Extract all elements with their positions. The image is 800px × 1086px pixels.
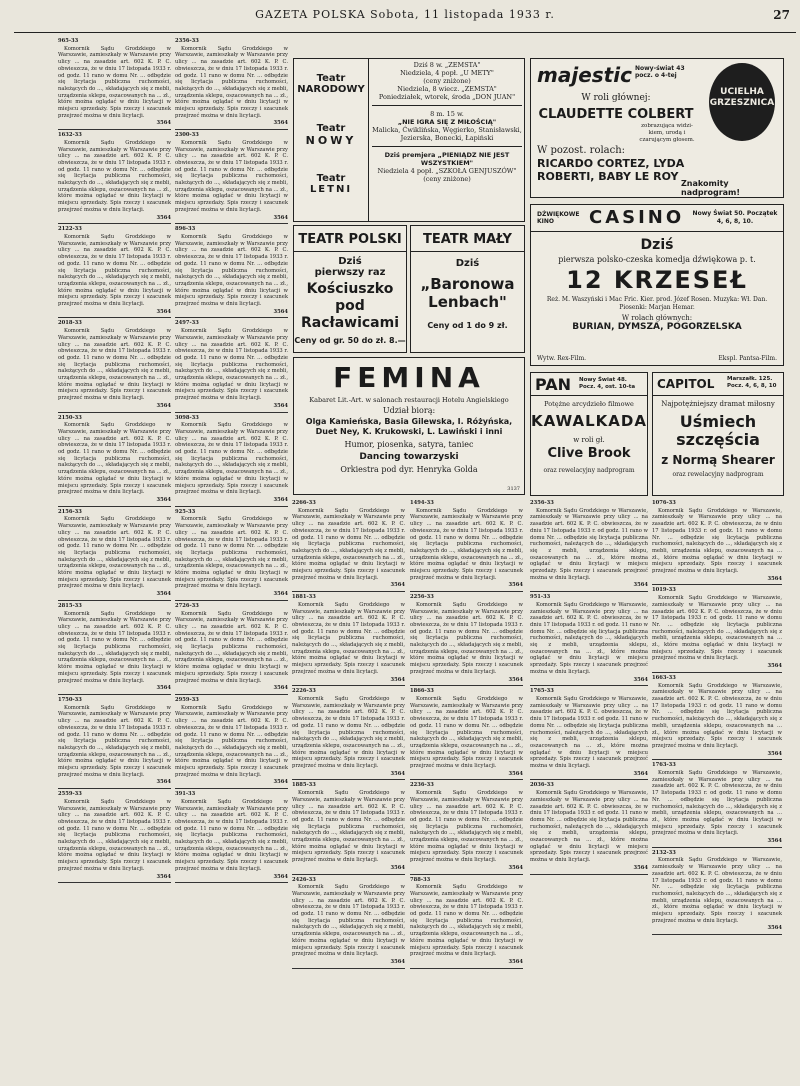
notice-reference: 3564 [156, 402, 171, 409]
notice-number: 1765-33 [530, 688, 554, 695]
majestic-description: zobrazująca widzi-kiem, urodą i czarującym głosem. [639, 123, 695, 143]
narodowy-line-4: Niedziela, 8 wiecz. „ZEMSTA" [397, 85, 497, 93]
letni-line-2: Niedziela 4 popł. „SZKOŁA GENJUSZÓW" (ceny zniżone) [377, 167, 517, 183]
notice-divider [410, 591, 523, 592]
notice-number: 1076-33 [652, 500, 676, 506]
notice-number: 2300-33 [175, 132, 199, 139]
nowy-line-1: 8 m. 15 w. [430, 110, 464, 118]
notice-body: Komornik Sądu Grodzkiego w Warszawie, zamieszkały w Warszawie przy ulicy ... na zasadzie art. 602 K. P. C. obwieszcza, że w dniu 17 listopada 1933 r. od godz. 11 rano w domu Nr. ... odbędzie się licytacja publiczna ruchomości, należących do ..., składających się z mebli, urządzenia sklepu, oszacowanych na ... zł., które można oglądać w dniu licytacji w miejscu sprzedaży. Spis rzeczy i szacunek przejrzeć można w dniu licytacji. [652, 507, 782, 575]
casino-kind: DŹWIĘKOWE KINO [537, 211, 580, 225]
notice-number: 1632-33 [58, 132, 82, 139]
narodowy-line-3: (ceny zniżone) [423, 77, 471, 85]
notice-number: 951-33 [530, 594, 551, 601]
notice-reference: 3564 [156, 591, 171, 598]
notice-reference: 3564 [273, 685, 288, 692]
casino-line-2: pierwsza polsko-czeska komedja dźwiękowa p. t. [558, 255, 756, 264]
notice-reference: 3564 [390, 582, 405, 589]
notice-reference: 3564 [767, 750, 782, 757]
notice-reference: 3564 [273, 873, 288, 880]
teatr-maly-prices: Ceny od 1 do 9 zł. [427, 321, 508, 330]
notice-reference: 3564 [767, 575, 782, 582]
ad-casino [530, 204, 784, 366]
notice-body: Komornik Sądu Grodzkiego w Warszawie, zamieszkały w Warszawie przy ulicy ... na zasadzie art. 602 K. P. C. obwieszcza, że w dniu 17 listopada 1933 r. od godz. 11 rano w domu Nr. ... odbędzie się licytacja publiczna ruchomości, należących do ..., składających się z mebli, urządzenia sklepu, oszacowanych na ... zł., które można oglądać w dniu licytacji w miejscu sprzedaży. Spis rzeczy i szacunek przejrzeć można w dniu licytacji. [652, 595, 782, 662]
notice-body: Komornik Sądu Grodzkiego w Warszawie, zamieszkały w Warszawie przy ulicy ... na zasadzie art. 602 K. P. C. obwieszcza, że w dniu 17 listopada 1933 r. od godz. 11 rano w domu Nr. ... odbędzie się licytacja publiczna ruchomości, należących do ..., składających się z mebli, urządzenia sklepu, oszacowanych na ... zł., które można oglądać w dniu licytacji w miejscu sprzedaży. Spis rzeczy i szacunek przejrzeć można w dniu licytacji. [530, 601, 648, 675]
notice-divider [175, 882, 288, 883]
notices-column-5 [530, 500, 648, 1078]
teatr-polski-line-2: pierwszy raz [314, 267, 386, 278]
notice-number: 2266-33 [292, 500, 316, 506]
notice-divider [292, 968, 405, 969]
notice-number: 788-33 [410, 876, 431, 883]
notice-reference: 3564 [633, 770, 648, 777]
majestic-tagline: Znakomity nadprogram! [681, 179, 741, 197]
casino-credits: Reż. M. Waszyński i Mac Fric. Kier. prod. Józef Rosen. Muzyka: Wł. Dan. Piosenki: Marjan Hemar. [546, 296, 768, 311]
notice-divider [175, 317, 288, 318]
teatr-polski-prices: Ceny od gr. 50 do zł. 8.— [294, 336, 406, 345]
notice-divider [175, 412, 288, 413]
notice-body: Komornik Sądu Grodzkiego w Warszawie, zamieszkały w Warszawie przy ulicy ... na zasadzie art. 602 K. P. C. obwieszcza, że w dniu 17 listopada 1933 r. od godz. 11 rano w domu Nr. ... odbędzie się licytacja publiczna ruchomości, należących do ..., składających się z mebli, urządzenia sklepu, oszacowanych na ... zł., które można oglądać w dniu licytacji w miejscu sprzedaży. Spis rzeczy i szacunek przejrzeć można w dniu licytacji. [175, 516, 288, 590]
notice-divider [652, 847, 782, 848]
notice-reference: 3564 [273, 497, 288, 503]
casino-lead-label: W rolach głównych: [621, 314, 693, 322]
notice-body: Komornik Sądu Grodzkiego w Warszawie, zamieszkały w Warszawie przy ulicy ... na zasadzie art. 602 K. P. C. obwieszcza, że w dniu 17 listopada 1933 r. od godz. 11 rano w domu Nr. ... odbędzie się licytacja publiczna ruchomości, należących do ..., składających się z mebli, urządzenia sklepu, oszacowanych na ... zł., które można oglądać w dniu licytacji w miejscu sprzedaży. Spis rzeczy i szacunek przejrzeć można w dniu licytacji. [175, 610, 288, 684]
teatr-polski-name: TEATR POLSKI [294, 232, 406, 252]
notice-divider [58, 412, 171, 413]
notice-number: 1750-33 [58, 696, 82, 703]
notice-body: Komornik Sądu Grodzkiego w Warszawie, zamieszkały w Warszawie przy ulicy ... na zasadzie art. 602 K. P. C. obwieszcza, że w dniu 17 listopada 1933 r. od godz. 11 rano w domu Nr. ... odbędzie się licytacja publiczna ruchomości, należących do ..., składających się z mebli, urządzenia sklepu, oszacowanych na ... zł., które można oglądać w dniu licytacji w miejscu sprzedaży. Spis rzeczy i szacunek przejrzeć można w dniu licytacji. [410, 695, 523, 770]
nowy-line-3: Malicka, Ćwiklińska, Węgierko, Stanisławski, Jezierska, Bonecki, Łapiński [372, 126, 522, 142]
notice-body: Komornik Sądu Grodzkiego w Warszawie, zamieszkały w Warszawie przy ulicy ... na zasadzie art. 602 K. P. C. obwieszcza, że w dniu 17 listopada 1933 r. od godz. 11 rano w domu Nr. ... odbędzie się licytacja publiczna ruchomości, należących do ..., składających się z mebli, urządzenia sklepu, oszacowanych na ... zł., które można oglądać w dniu licytacji w miejscu sprzedaży. Spis rzeczy i szacunek przejrzeć można w dniu licytacji. [175, 328, 288, 402]
femina-line-5: Dancing towarzyski [359, 452, 459, 462]
letni-label: LETNI [309, 184, 353, 195]
teatr-maly-play: „Baronowa Lenbach" [420, 275, 515, 311]
capitol-star: z Normą Shearer [661, 453, 775, 467]
pan-film: KAWALKADA [531, 412, 647, 430]
casino-distributor: Wytw. Rex-Film. [537, 355, 587, 362]
notice-reference: 3564 [390, 676, 405, 683]
notice-number: 2356-33 [530, 500, 554, 506]
notice-number: 1866-33 [410, 688, 434, 695]
notice-body: Komornik Sądu Grodzkiego w Warszawie, zamieszkały w Warszawie przy ulicy ... na zasadzie art. 602 K. P. C. obwieszcza, że w dniu 17 listopada 1933 r. od godz. 11 rano w domu Nr. ... odbędzie się licytacja publiczna ruchomości, należących do ..., składających się z mebli, urządzenia sklepu, oszacowanych na ... zł., które można oglądać w dniu licytacji w miejscu sprzedaży. Spis rzeczy i szacunek przejrzeć można w dniu licytacji. [58, 516, 171, 590]
majestic-address: Nowy-świat 43 pocz. o 4-tej [635, 65, 685, 79]
femina-line-6: Orkiestra pod dyr. Henryka Golda [340, 465, 478, 474]
notice-number: 391-33 [175, 791, 196, 798]
notice-body: Komornik Sądu Grodzkiego w Warszawie, zamieszkały w Warszawie przy ulicy ... na zasadzie art. 602 K. P. C. obwieszcza, że w dniu 17 listopada 1933 r. od godz. 11 rano w domu Nr. ... odbędzie się licytacja publiczna ruchomości, należących do ..., składających się z mebli, urządzenia sklepu, oszacowanych na ... zł., które można oglądać w dniu licytacji w miejscu sprzedaży. Spis rzeczy i szacunek przejrzeć można w dniu licytacji. [292, 790, 405, 864]
notice-reference: 3564 [273, 591, 288, 598]
notice-number: 965-33 [58, 38, 79, 44]
ad-femina [293, 357, 525, 495]
ad-teatr-narodowy [293, 58, 525, 222]
notice-reference: 3564 [273, 402, 288, 409]
notice-number: 2150-33 [58, 414, 82, 421]
narodowy-line-2: Niedziela, 4 popł. „U METY" [400, 69, 494, 77]
femina-line-1: Kabaret Lit.-Art. w salonach restauracji Hotelu Angielskiego [309, 396, 509, 404]
notice-reference: 3564 [273, 779, 288, 786]
notice-number: 896-33 [175, 226, 196, 233]
notice-reference: 3564 [156, 685, 171, 692]
femina-ref: 3137 [507, 486, 520, 492]
notice-number: 2815-33 [58, 602, 82, 609]
notice-number: 2132-33 [652, 849, 676, 856]
notice-body: Komornik Sądu Grodzkiego w Warszawie, zamieszkały w Warszawie przy ulicy ... na zasadzie art. 602 K. P. C. obwieszcza, że w dniu 17 listopada 1933 r. od godz. 11 rano w domu Nr. ... odbędzie się licytacja publiczna ruchomości, należących do ..., składających się z mebli, urządzenia sklepu, oszacowanych na ... zł., które można oglądać w dniu licytacji w miejscu sprzedaży. Spis rzeczy i szacunek przejrzeć można w dniu licytacji. [58, 422, 171, 496]
majestic-cast: RICARDO CORTEZ, LYDA ROBERTI, BABY LE ROY [537, 157, 685, 183]
notice-reference: 3564 [390, 959, 405, 965]
ad-capitol [652, 372, 784, 496]
notice-divider [292, 591, 405, 592]
notice-divider [175, 694, 288, 695]
teatr-label-1: Teatr [316, 73, 346, 84]
narodowy-line-1: Dziś 8 w. „ZEMSTA" [413, 61, 481, 69]
notice-divider [530, 591, 648, 592]
pan-extra: oraz rewelacyjny nadprogram [543, 467, 635, 474]
notice-reference: 3564 [156, 873, 171, 880]
notice-reference: 3564 [390, 770, 405, 777]
notice-body: Komornik Sądu Grodzkiego w Warszawie, zamieszkały w Warszawie przy ulicy ... na zasadzie art. 602 K. P. C. obwieszcza, że w dniu 17 listopada 1933 r. od godz. 11 rano w domu Nr. ... odbędzie się licytacja publiczna ruchomości, należących do ..., składających się z mebli, urządzenia sklepu, oszacowanych na ... zł., które można oglądać w dniu licytacji w miejscu sprzedaży. Spis rzeczy i szacunek przejrzeć można w dniu licytacji. [410, 884, 523, 958]
teatr-label-3: Teatr [316, 173, 346, 184]
narodowy-label: NARODOWY [297, 84, 365, 95]
notice-divider [530, 685, 648, 686]
femina-name: FEMINA [333, 361, 485, 394]
ad-teatr-polski [293, 225, 407, 353]
femina-line-2: Udział biorą: [382, 406, 436, 415]
letni-line-1: Dziś premjera „PIENIĄDZ NIE JEST WSZYSTKIEM" [384, 151, 510, 167]
notice-body: Komornik Sądu Grodzkiego w Warszawie, zamieszkały w Warszawie przy ulicy ... na zasadzie art. 602 K. P. C. obwieszcza, że w dniu 17 listopada 1933 r. od godz. 11 rano w domu Nr. ... odbędzie się licytacja publiczna ruchomości, należących do ..., składających się z mebli, urządzenia sklepu, oszacowanych na ... zł., które można oglądać w dniu licytacji w miejscu sprzedaży. Spis rzeczy i szacunek przejrzeć można w dniu licytacji. [292, 601, 405, 675]
notice-body: Komornik Sądu Grodzkiego w Warszawie, zamieszkały w Warszawie przy ulicy ... na zasadzie art. 602 K. P. C. obwieszcza, że w dniu 17 listopada 1933 r. od godz. 11 rano w domu Nr. ... odbędzie się licytacja publiczna ruchomości, należących do ..., składających się z mebli, urządzenia sklepu, oszacowanych na ... zł., które można oglądać w dniu licytacji w miejscu sprzedaży. Spis rzeczy i szacunek przejrzeć można w dniu licytacji. [175, 45, 288, 119]
majestic-name: majestic [537, 63, 632, 87]
ad-majestic [530, 58, 784, 198]
notice-number: 2497-33 [175, 320, 199, 327]
notice-body: Komornik Sądu Grodzkiego w Warszawie, zamieszkały w Warszawie przy ulicy ... na zasadzie art. 602 K. P. C. obwieszcza, że w dniu 17 listopada 1933 r. od godz. 11 rano w domu Nr. ... odbędzie się licytacja publiczna ruchomości, należących do ..., składających się z mebli, urządzenia sklepu, oszacowanych na ... zł., które można oglądać w dniu licytacji w miejscu sprzedaży. Spis rzeczy i szacunek przejrzeć można w dniu licytacji. [292, 695, 405, 770]
notice-divider [58, 600, 171, 601]
notice-body: Komornik Sądu Grodzkiego w Warszawie, zamieszkały w Warszawie przy ulicy ... na zasadzie art. 602 K. P. C. obwieszcza, że w dniu 17 listopada 1933 r. od godz. 11 rano w domu Nr. ... odbędzie się licytacja publiczna ruchomości, należących do ..., składających się z mebli, urządzenia sklepu, oszacowanych na ... zł., które można oglądać w dniu licytacji w miejscu sprzedaży. Spis rzeczy i szacunek przejrzeć można w dniu licytacji. [652, 770, 782, 837]
notice-body: Komornik Sądu Grodzkiego w Warszawie, zamieszkały w Warszawie przy ulicy ... na zasadzie art. 602 K. P. C. obwieszcza, że w dniu 17 listopada 1933 r. od godz. 11 rano w domu Nr. ... odbędzie się licytacja publiczna ruchomości, należących do ..., składających się z mebli, urządzenia sklepu, oszacowanych na ... zł., które można oglądać w dniu licytacji w miejscu sprzedaży. Spis rzeczy i szacunek przejrzeć można w dniu licytacji. [292, 884, 405, 958]
notices-column-1 [58, 38, 171, 1078]
notice-number: 925-33 [175, 508, 196, 515]
capitol-name: CAPITOL [657, 377, 715, 391]
notice-body: Komornik Sądu Grodzkiego w Warszawie, zamieszkały w Warszawie przy ulicy ... na zasadzie art. 602 K. P. C. obwieszcza, że w dniu 17 listopada 1933 r. od godz. 11 rano w domu Nr. ... odbędzie się licytacja publiczna ruchomości, należących do ..., składających się z mebli, urządzenia sklepu, oszacowanych na ... zł., które można oglądać w dniu licytacji w miejscu sprzedaży. Spis rzeczy i szacunek przejrzeć można w dniu licytacji. [175, 233, 288, 308]
notice-reference: 3564 [767, 925, 782, 932]
notice-body: Komornik Sądu Grodzkiego w Warszawie, zamieszkały w Warszawie przy ulicy ... na zasadzie art. 602 K. P. C. obwieszcza, że w dniu 17 listopada 1933 r. od godz. 11 rano w domu Nr. ... odbędzie się licytacja publiczna ruchomości, należących do ..., składających się z mebli, urządzenia sklepu, oszacowanych na ... zł., które można oglądać w dniu licytacji w miejscu sprzedaży. Spis rzeczy i szacunek przejrzeć można w dniu licytacji. [530, 507, 648, 581]
nowy-line-2: „NIE IGRA SIĘ Z MIŁOŚCIĄ" [397, 118, 497, 126]
teatr-polski-line-1: Dziś [338, 256, 362, 267]
femina-line-3: Olga Kamieńska, Basia Gilewska, I. Różyńska, Duet Ney, K. Krukowski, L. Lawiński i inni [305, 417, 513, 436]
notice-body: Komornik Sądu Grodzkiego w Warszawie, zamieszkały w Warszawie przy ulicy ... na zasadzie art. 602 K. P. C. obwieszcza, że w dniu 17 listopada 1933 r. od godz. 11 rano w domu Nr. ... odbędzie się licytacja publiczna ruchomości, należących do ..., składających się z mebli, urządzenia sklepu, oszacowanych na ... zł., które można oglądać w dniu licytacji w miejscu sprzedaży. Spis rzeczy i szacunek przejrzeć można w dniu licytacji. [175, 139, 288, 213]
notice-divider [410, 968, 523, 969]
notice-body: Komornik Sądu Grodzkiego w Warszawie, zamieszkały w Warszawie przy ulicy ... na zasadzie art. 602 K. P. C. obwieszcza, że w dniu 17 listopada 1933 r. od godz. 11 rano w domu Nr. ... odbędzie się licytacja publiczna ruchomości, należących do ..., składających się z mebli, urządzenia sklepu, oszacowanych na ... zł., które można oglądać w dniu licytacji w miejscu sprzedaży. Spis rzeczy i szacunek przejrzeć można w dniu licytacji. [58, 798, 171, 872]
notice-reference: 3564 [156, 214, 171, 221]
notice-number: 2226-33 [292, 688, 316, 695]
notice-body: Komornik Sądu Grodzkiego w Warszawie, zamieszkały w Warszawie przy ulicy ... na zasadzie art. 602 K. P. C. obwieszcza, że w dniu 17 listopada 1933 r. od godz. 11 rano w domu Nr. ... odbędzie się licytacja publiczna ruchomości, należących do ..., składających się z mebli, urządzenia sklepu, oszacowanych na ... zł., które można oglądać w dniu licytacji w miejscu sprzedaży. Spis rzeczy i szacunek przejrzeć można w dniu licytacji. [58, 233, 171, 308]
nowy-label: NOWY [305, 134, 357, 147]
notice-body: Komornik Sądu Grodzkiego w Warszawie, zamieszkały w Warszawie przy ulicy ... na zasadzie art. 602 K. P. C. obwieszcza, że w dniu 17 listopada 1933 r. od godz. 11 rano w domu Nr. ... odbędzie się licytacja publiczna ruchomości, należących do ..., składających się z mebli, urządzenia sklepu, oszacowanych na ... zł., które można oglądać w dniu licytacji w miejscu sprzedaży. Spis rzeczy i szacunek przejrzeć można w dniu licytacji. [175, 798, 288, 872]
pan-name: PAN [535, 375, 572, 394]
notice-number: 2726-33 [175, 602, 199, 609]
notices-column-6 [652, 500, 782, 1078]
page-number: 27 [773, 8, 790, 22]
notice-body: Komornik Sądu Grodzkiego w Warszawie, zamieszkały w Warszawie przy ulicy ... na zasadzie art. 602 K. P. C. obwieszcza, że w dniu 17 listopada 1933 r. od godz. 11 rano w domu Nr. ... odbędzie się licytacja publiczna ruchomości, należących do ..., składających się z mebli, urządzenia sklepu, oszacowanych na ... zł., które można oglądać w dniu licytacji w miejscu sprzedaży. Spis rzeczy i szacunek przejrzeć można w dniu licytacji. [292, 507, 405, 581]
notice-divider [58, 129, 171, 130]
notice-body: Komornik Sądu Grodzkiego w Warszawie, zamieszkały w Warszawie przy ulicy ... na zasadzie art. 602 K. P. C. obwieszcza, że w dniu 17 listopada 1933 r. od godz. 11 rano w domu Nr. ... odbędzie się licytacja publiczna ruchomości, należących do ..., składających się z mebli, urządzenia sklepu, oszacowanych na ... zł., które można oglądać w dniu licytacji w miejscu sprzedaży. Spis rzeczy i szacunek przejrzeć można w dniu licytacji. [58, 139, 171, 213]
capitol-address: Marszałk. 125. Pocz. 4, 6, 8, 10 [727, 376, 777, 389]
notice-reference: 3564 [767, 838, 782, 845]
notice-number: 2356-33 [175, 38, 199, 44]
notice-divider [58, 223, 171, 224]
notice-divider [530, 874, 648, 875]
notice-divider [410, 874, 523, 875]
notice-number: 1763-33 [652, 762, 676, 769]
notice-divider [175, 600, 288, 601]
majestic-also-label: W pozost. rolach: [537, 145, 626, 156]
notice-reference: 3564 [508, 959, 523, 965]
notice-divider [652, 934, 782, 935]
casino-exploitation: Ekspl. Pantsa-Film. [718, 355, 777, 362]
notice-body: Komornik Sądu Grodzkiego w Warszawie, zamieszkały w Warszawie przy ulicy ... na zasadzie art. 602 K. P. C. obwieszcza, że w dniu 17 listopada 1933 r. od godz. 11 rano w domu Nr. ... odbędzie się licytacja publiczna ruchomości, należących do ..., składających się z mebli, urządzenia sklepu, oszacowanych na ... zł., które można oglądać w dniu licytacji w miejscu sprzedaży. Spis rzeczy i szacunek przejrzeć można w dniu licytacji. [410, 507, 523, 581]
casino-line-1: Dziś [640, 237, 674, 253]
pan-role-label: w roli gł. [573, 436, 605, 444]
notice-number: 2156-33 [58, 508, 82, 515]
teatr-polski-play: Kościuszko pod Racławicami [300, 281, 400, 331]
teatr-label-2: Teatr [316, 123, 346, 134]
notice-reference: 3564 [767, 663, 782, 670]
notice-number: 2036-33 [530, 782, 554, 789]
notices-column-4 [410, 500, 523, 1078]
pan-address: Nowy Świat 48. Pocz. 4, ost. 10-ta [579, 377, 636, 390]
notice-divider [652, 672, 782, 673]
notice-divider [652, 584, 782, 585]
notice-divider [652, 759, 782, 760]
capitol-film: Uśmiech szczęścia [676, 412, 760, 449]
notice-number: 1885-33 [292, 782, 316, 789]
notice-divider [175, 223, 288, 224]
notice-number: 2959-33 [175, 696, 199, 703]
notice-reference: 3564 [633, 582, 648, 589]
notice-number: 1494-33 [410, 500, 434, 506]
notice-body: Komornik Sądu Grodzkiego w Warszawie, zamieszkały w Warszawie przy ulicy ... na zasadzie art. 602 K. P. C. obwieszcza, że w dniu 17 listopada 1933 r. od godz. 11 rano w domu Nr. ... odbędzie się licytacja publiczna ruchomości, należących do ..., składających się z mebli, urządzenia sklepu, oszacowanych na ... zł., które można oglądać w dniu licytacji w miejscu sprzedaży. Spis rzeczy i szacunek przejrzeć można w dniu licytacji. [530, 790, 648, 864]
notice-reference: 3564 [156, 120, 171, 127]
notice-number: 2426-33 [292, 876, 316, 883]
narodowy-line-5: Poniedziałek, wtorek, środa „DON JUAN" [378, 93, 516, 101]
notice-number: 1019-33 [652, 587, 676, 594]
femina-line-4: Humor, piosenka, satyra, taniec [344, 440, 474, 449]
notice-divider [58, 506, 171, 507]
notice-reference: 3564 [273, 308, 288, 315]
casino-film: 12 KRZESEŁ [566, 266, 748, 294]
notice-reference: 3564 [633, 864, 648, 871]
notice-number: 2256-33 [410, 594, 434, 601]
majestic-film-title: UCIELHA GRZESZNICA [709, 63, 775, 141]
notice-number: 1881-33 [292, 594, 316, 601]
notice-number: 2122-33 [58, 226, 82, 233]
newspaper-title: GAZETA POLSKA Sobota, 11 listopada 1933 r. [255, 8, 555, 21]
ad-teatr-maly [410, 225, 525, 353]
notice-divider [410, 685, 523, 686]
notice-divider [58, 882, 171, 883]
notice-reference: 3564 [508, 770, 523, 777]
casino-name: CASINO [589, 207, 685, 228]
page-header [14, 0, 796, 33]
capitol-extra: oraz rewelacyjny nadprogram [672, 471, 764, 478]
notice-body: Komornik Sądu Grodzkiego w Warszawie, zamieszkały w Warszawie przy ulicy ... na zasadzie art. 602 K. P. C. obwieszcza, że w dniu 17 listopada 1933 r. od godz. 11 rano w domu Nr. ... odbędzie się licytacja publiczna ruchomości, należących do ..., składających się z mebli, urządzenia sklepu, oszacowanych na ... zł., które można oglądać w dniu licytacji w miejscu sprzedaży. Spis rzeczy i szacunek przejrzeć można w dniu licytacji. [175, 704, 288, 778]
notice-divider [175, 506, 288, 507]
notice-divider [58, 694, 171, 695]
capitol-tagline: Najpotężniejszy dramat miłosny [661, 400, 775, 408]
notice-reference: 3564 [390, 864, 405, 871]
notices-column-2 [175, 38, 288, 1078]
notice-body: Komornik Sądu Grodzkiego w Warszawie, zamieszkały w Warszawie przy ulicy ... na zasadzie art. 602 K. P. C. obwieszcza, że w dniu 17 listopada 1933 r. od godz. 11 rano w domu Nr. ... odbędzie się licytacja publiczna ruchomości, należących do ..., składających się z mebli, urządzenia sklepu, oszacowanych na ... zł., które można oglądać w dniu licytacji w miejscu sprzedaży. Spis rzeczy i szacunek przejrzeć można w dniu licytacji. [58, 45, 171, 119]
notice-body: Komornik Sądu Grodzkiego w Warszawie, zamieszkały w Warszawie przy ulicy ... na zasadzie art. 602 K. P. C. obwieszcza, że w dniu 17 listopada 1933 r. od godz. 11 rano w domu Nr. ... odbędzie się licytacja publiczna ruchomości, należących do ..., składających się z mebli, urządzenia sklepu, oszacowanych na ... zł., które można oglądać w dniu licytacji w miejscu sprzedaży. Spis rzeczy i szacunek przejrzeć można w dniu licytacji. [530, 695, 648, 770]
notice-divider [292, 685, 405, 686]
notice-divider [410, 779, 523, 780]
notice-divider [58, 317, 171, 318]
ad-pan [530, 372, 648, 496]
notice-reference: 3564 [508, 864, 523, 871]
notice-divider [58, 788, 171, 789]
majestic-star: CLAUDETTE COLBERT [538, 107, 694, 122]
teatr-maly-name: TEATR MAŁY [411, 232, 524, 252]
notice-divider [530, 779, 648, 780]
casino-address: Nowy Świat 50. Początek 4, 6, 8, 10. [692, 210, 778, 225]
notice-body: Komornik Sądu Grodzkiego w Warszawie, zamieszkały w Warszawie przy ulicy ... na zasadzie art. 602 K. P. C. obwieszcza, że w dniu 17 listopada 1933 r. od godz. 11 rano w domu Nr. ... odbędzie się licytacja publiczna ruchomości, należących do ..., składających się z mebli, urządzenia sklepu, oszacowanych na ... zł., które można oglądać w dniu licytacji w miejscu sprzedaży. Spis rzeczy i szacunek przejrzeć można w dniu licytacji. [58, 328, 171, 402]
notice-body: Komornik Sądu Grodzkiego w Warszawie, zamieszkały w Warszawie przy ulicy ... na zasadzie art. 602 K. P. C. obwieszcza, że w dniu 17 listopada 1933 r. od godz. 11 rano w domu Nr. ... odbędzie się licytacja publiczna ruchomości, należących do ..., składających się z mebli, urządzenia sklepu, oszacowanych na ... zł., które można oglądać w dniu licytacji w miejscu sprzedaży. Spis rzeczy i szacunek przejrzeć można w dniu licytacji. [410, 790, 523, 864]
notice-reference: 3564 [156, 497, 171, 503]
notice-body: Komornik Sądu Grodzkiego w Warszawie, zamieszkały w Warszawie przy ulicy ... na zasadzie art. 602 K. P. C. obwieszcza, że w dniu 17 listopada 1933 r. od godz. 11 rano w domu Nr. ... odbędzie się licytacja publiczna ruchomości, należących do ..., składających się z mebli, urządzenia sklepu, oszacowanych na ... zł., które można oglądać w dniu licytacji w miejscu sprzedaży. Spis rzeczy i szacunek przejrzeć można w dniu licytacji. [175, 422, 288, 496]
majestic-role-label: W roli głównej: [581, 93, 651, 103]
notice-body: Komornik Sądu Grodzkiego w Warszawie, zamieszkały w Warszawie przy ulicy ... na zasadzie art. 602 K. P. C. obwieszcza, że w dniu 17 listopada 1933 r. od godz. 11 rano w domu Nr. ... odbędzie się licytacja publiczna ruchomości, należących do ..., składających się z mebli, urządzenia sklepu, oszacowanych na ... zł., które można oglądać w dniu licytacji w miejscu sprzedaży. Spis rzeczy i szacunek przejrzeć można w dniu licytacji. [652, 857, 782, 924]
notice-body: Komornik Sądu Grodzkiego w Warszawie, zamieszkały w Warszawie przy ulicy ... na zasadzie art. 602 K. P. C. obwieszcza, że w dniu 17 listopada 1933 r. od godz. 11 rano w domu Nr. ... odbędzie się licytacja publiczna ruchomości, należących do ..., składających się z mebli, urządzenia sklepu, oszacowanych na ... zł., które można oglądać w dniu licytacji w miejscu sprzedaży. Spis rzeczy i szacunek przejrzeć można w dniu licytacji. [58, 610, 171, 684]
notice-number: 2018-33 [58, 320, 82, 327]
notice-body: Komornik Sądu Grodzkiego w Warszawie, zamieszkały w Warszawie przy ulicy ... na zasadzie art. 602 K. P. C. obwieszcza, że w dniu 17 listopada 1933 r. od godz. 11 rano w domu Nr. ... odbędzie się licytacja publiczna ruchomości, należących do ..., składających się z mebli, urządzenia sklepu, oszacowanych na ... zł., które można oglądać w dniu licytacji w miejscu sprzedaży. Spis rzeczy i szacunek przejrzeć można w dniu licytacji. [652, 682, 782, 749]
notice-body: Komornik Sądu Grodzkiego w Warszawie, zamieszkały w Warszawie przy ulicy ... na zasadzie art. 602 K. P. C. obwieszcza, że w dniu 17 listopada 1933 r. od godz. 11 rano w domu Nr. ... odbędzie się licytacja publiczna ruchomości, należących do ..., składających się z mebli, urządzenia sklepu, oszacowanych na ... zł., które można oglądać w dniu licytacji w miejscu sprzedaży. Spis rzeczy i szacunek przejrzeć można w dniu licytacji. [410, 601, 523, 675]
notice-number: 3098-33 [175, 414, 199, 421]
notice-divider [175, 788, 288, 789]
notice-divider [292, 874, 405, 875]
notice-divider [292, 779, 405, 780]
notice-number: 2559-33 [58, 791, 82, 798]
teatr-maly-line-1: Dziś [455, 258, 480, 269]
notice-reference: 3564 [156, 308, 171, 315]
notice-body: Komornik Sądu Grodzkiego w Warszawie, zamieszkały w Warszawie przy ulicy ... na zasadzie art. 602 K. P. C. obwieszcza, że w dniu 17 listopada 1933 r. od godz. 11 rano w domu Nr. ... odbędzie się licytacja publiczna ruchomości, należących do ..., składających się z mebli, urządzenia sklepu, oszacowanych na ... zł., które można oglądać w dniu licytacji w miejscu sprzedaży. Spis rzeczy i szacunek przejrzeć można w dniu licytacji. [58, 704, 171, 778]
notice-divider [175, 129, 288, 130]
pan-tagline: Potężne arcydzieło filmowe [544, 400, 634, 408]
notice-number: 1663-33 [652, 674, 676, 681]
notice-reference: 3564 [508, 676, 523, 683]
notice-reference: 3564 [633, 676, 648, 683]
notices-column-3 [292, 500, 405, 1078]
notice-reference: 3564 [273, 214, 288, 221]
notice-number: 2236-33 [410, 782, 434, 789]
pan-star: Clive Brook [547, 446, 631, 461]
notice-reference: 3564 [508, 582, 523, 589]
casino-cast: BURIAN, DYMSZA, POGORZELSKA [572, 322, 742, 332]
notice-reference: 3564 [273, 120, 288, 127]
notice-reference: 3564 [156, 779, 171, 786]
